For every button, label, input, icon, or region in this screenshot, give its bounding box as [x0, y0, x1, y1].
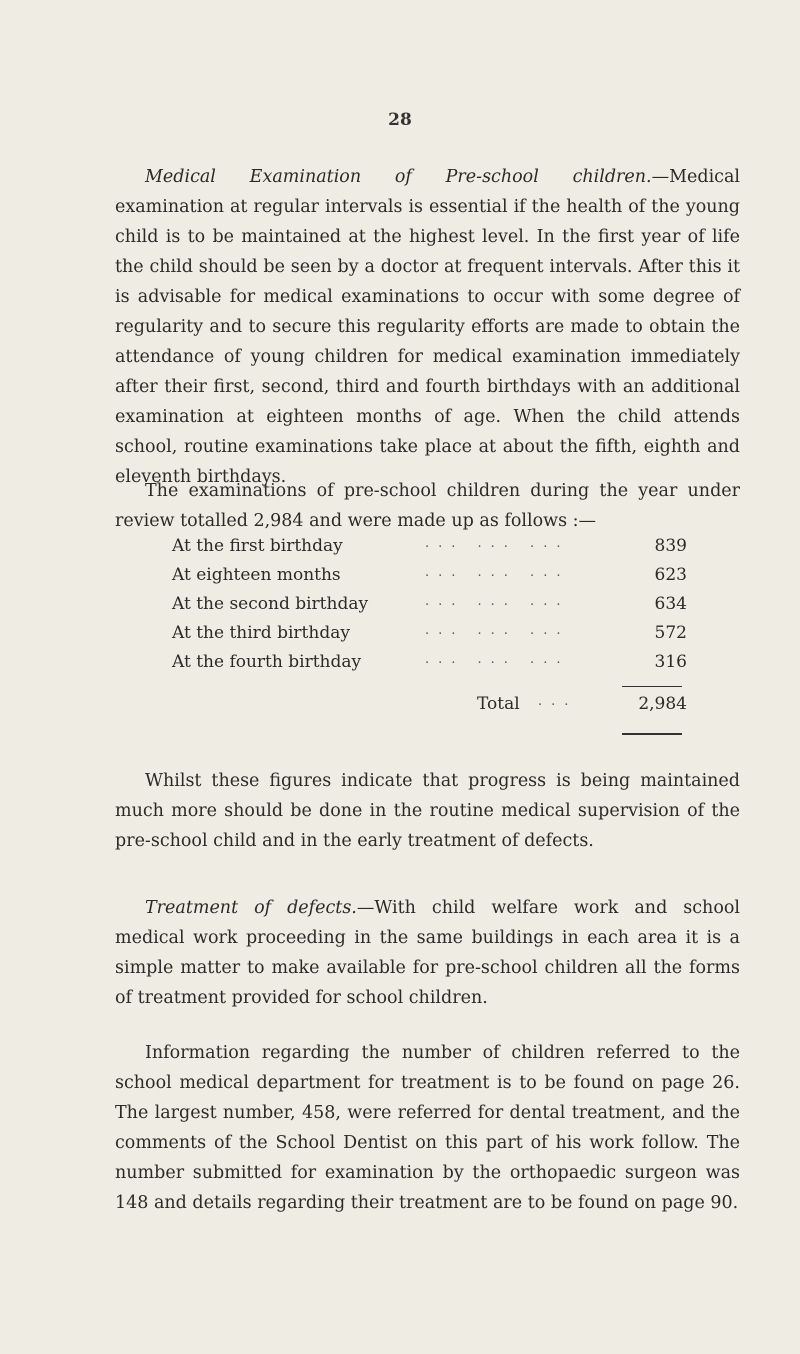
total-label: Total: [477, 694, 520, 714]
referral-information-paragraph: Information regarding the number of children referred to the school medical department for treatment is to be found on page 26. The largest number, 458, were referred for dental treatment, and the comments of the School Dentist on this part of his work follow. The number submitted for examination by the orthopaedic surgeon was 148 and details regarding their treatment are to be found on page 90.: [115, 1043, 740, 1213]
leader-dots: ...: [538, 694, 578, 709]
section-heading-medical-examination: Medical Examination of Pre-school children.: [145, 167, 652, 187]
examinations-intro-paragraph: The examinations of pre-school children during the year under review totalled 2,984 and were made up as follows :—: [115, 481, 740, 531]
row-label: At eighteen months: [172, 565, 341, 585]
leader-dots: ... ... ...: [425, 565, 570, 580]
table-row: [172, 536, 687, 565]
treatment-paragraph: [115, 893, 740, 1013]
medical-examination-paragraph: [115, 162, 740, 492]
row-label: At the second birthday: [172, 594, 369, 614]
medical-examination-body: —Medical examination at regular intervals is essential if the health of the young child is to be maintained at the highest level. In the first year of life the child should be seen by a doctor at frequent intervals. After this it is advisable for medical examinations to occur with some degree of regularity and to secure this regularity efforts are made to obtain the attendance of young children for medical examination immediately after their first, second, third and fourth birthdays with an additional examination at eighteen months of age. When the child attends school, routine examinations take place at about the fifth, eighth and eleventh birthdays.: [115, 167, 740, 487]
leader-dots: ... ... ...: [425, 623, 570, 638]
table-row: [172, 594, 687, 623]
row-value: 572: [654, 623, 687, 643]
leader-dots: ... ... ...: [425, 594, 570, 609]
row-label: At the fourth birthday: [172, 652, 362, 672]
row-value: 316: [654, 652, 687, 672]
row-label: At the third birthday: [172, 623, 350, 643]
treatment-body: —With child welfare work and school medical work proceeding in the same buildings in each area it is a simple matter to make available for pre-school children all the forms of treatment provided for school children.: [115, 898, 740, 1008]
row-value: 839: [654, 536, 687, 556]
progress-paragraph: Whilst these figures indicate that progress is being maintained much more should be done in the routine medical supervision of the pre-school child and in the early treatment of defects.: [115, 771, 740, 851]
total-value: 2,984: [638, 694, 687, 714]
section-heading-treatment: Treatment of defects.: [145, 898, 357, 918]
leader-dots: ... ... ...: [425, 652, 570, 667]
row-value: 634: [654, 594, 687, 614]
row-label: At the first birthday: [172, 536, 343, 556]
total-row: [172, 694, 687, 723]
table-row: [172, 565, 687, 594]
table-row: [172, 652, 687, 681]
examinations-table: [172, 536, 687, 714]
total-rule-top: [622, 686, 682, 687]
leader-dots: ... ... ...: [425, 536, 570, 551]
table-row: [172, 623, 687, 652]
total-rule-bottom: [622, 733, 682, 735]
page-number: 28: [388, 110, 412, 130]
row-value: 623: [654, 565, 687, 585]
